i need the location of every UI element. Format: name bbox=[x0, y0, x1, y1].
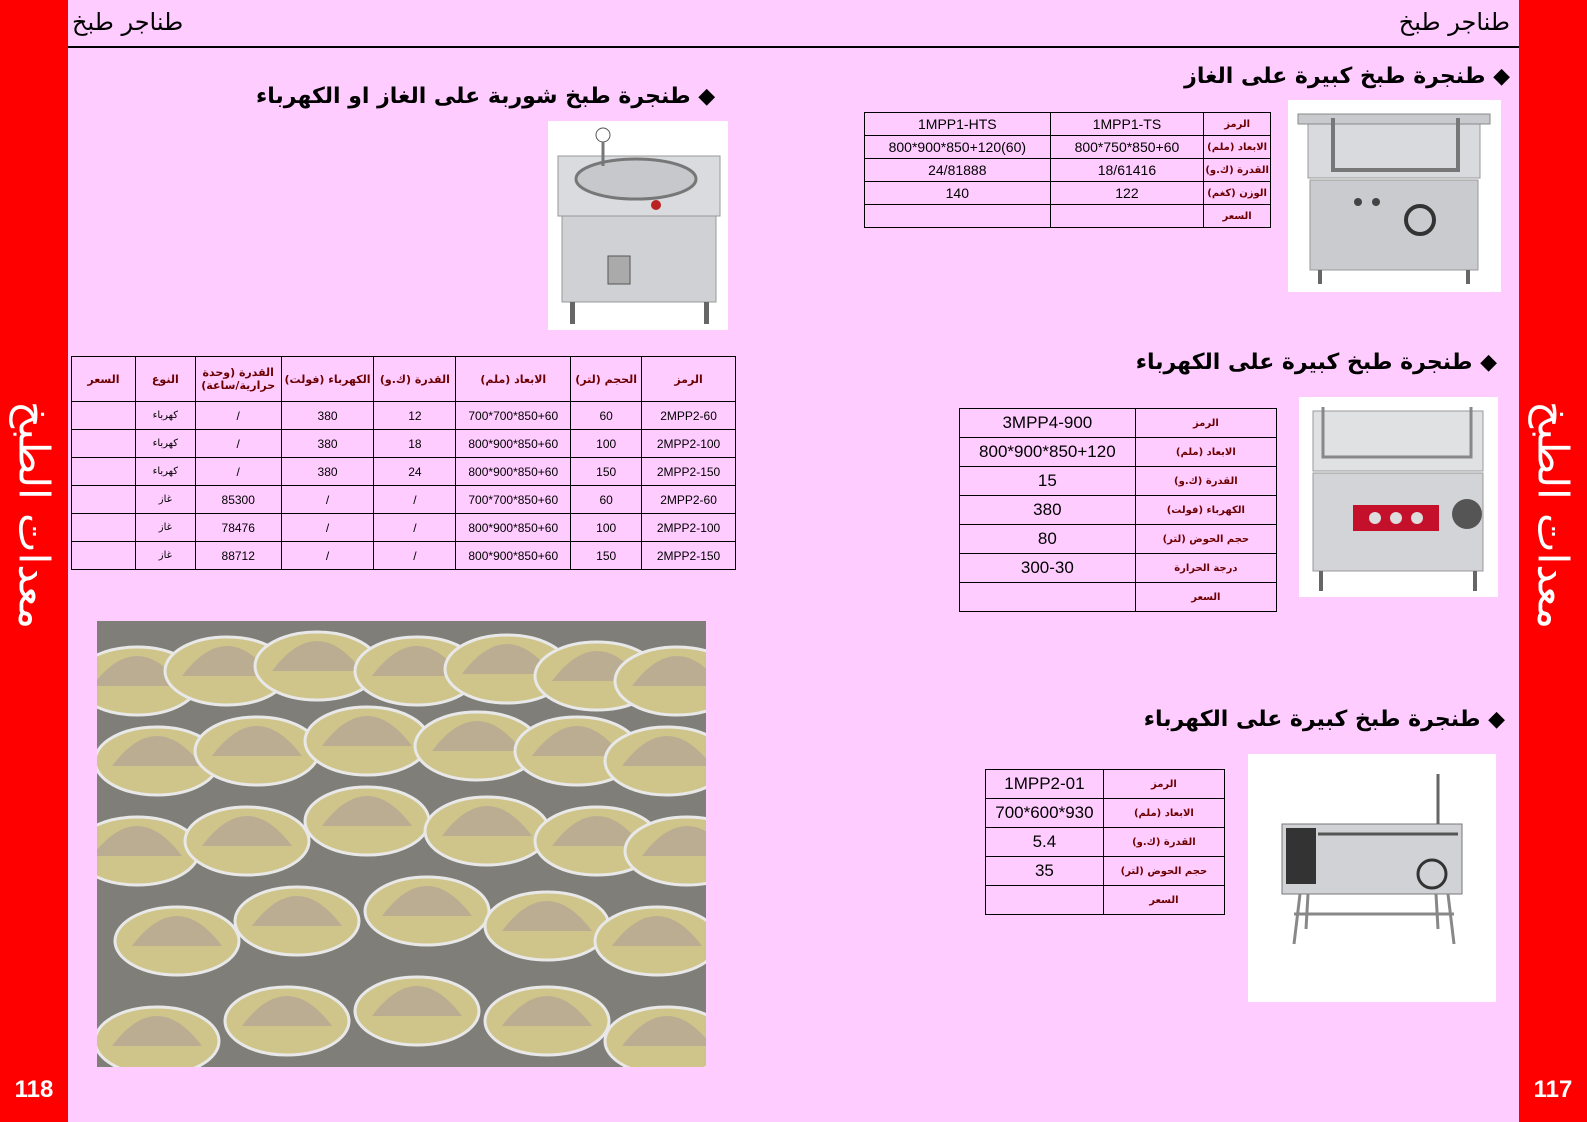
table-row bbox=[986, 799, 1225, 828]
table-cell: / bbox=[195, 402, 281, 430]
cell-value bbox=[960, 583, 1136, 612]
table-cell bbox=[72, 542, 136, 570]
row-label: الابعاد (ملم) bbox=[1135, 438, 1276, 467]
cell-model-ts: 1MPP1-TS bbox=[1050, 113, 1204, 136]
table-cell bbox=[72, 430, 136, 458]
table-cell: 380 bbox=[281, 430, 374, 458]
table-row bbox=[72, 486, 736, 514]
table-row bbox=[960, 496, 1277, 525]
sidebar-title-right: معدات الطبخ bbox=[1528, 400, 1578, 630]
table-cell: كهرباء bbox=[135, 430, 195, 458]
column-header: الحجم (لتر) bbox=[571, 357, 642, 402]
table-cell: 800*900*850+60 bbox=[456, 458, 571, 486]
table-cell: / bbox=[195, 458, 281, 486]
table-row bbox=[72, 542, 736, 570]
header-divider bbox=[68, 46, 1519, 48]
table-cell: 800*900*850+60 bbox=[456, 514, 571, 542]
section-title-electric-pan-small: ◆ طنجرة طبخ كبيرة على الكهرباء bbox=[1143, 707, 1505, 732]
row-label: القدرة (ك.و) bbox=[1204, 159, 1271, 182]
table-row bbox=[72, 514, 736, 542]
table-row bbox=[865, 136, 1271, 159]
table-row bbox=[865, 205, 1271, 228]
cell-model-ts: 18/61416 bbox=[1050, 159, 1204, 182]
table-row bbox=[72, 402, 736, 430]
page-number-right: 117 bbox=[1533, 1076, 1573, 1103]
row-label: الرمز bbox=[1204, 113, 1271, 136]
row-label: حجم الحوض (لتر) bbox=[1103, 857, 1224, 886]
table-cell: 85300 bbox=[195, 486, 281, 514]
row-label: حجم الحوض (لتر) bbox=[1135, 525, 1276, 554]
column-header: القدرة (وحدة حرارية/ساعة) bbox=[195, 357, 281, 402]
section-title-soup-kettle: ◆ طنجرة طبخ شوربة على الغاز او الكهرباء bbox=[256, 84, 716, 109]
food-photo bbox=[97, 621, 706, 1067]
table-cell: 24 bbox=[374, 458, 456, 486]
table-cell: 700*700*850+60 bbox=[456, 486, 571, 514]
table-cell: 2MPP2-100 bbox=[642, 430, 736, 458]
column-header: القدرة (ك.و) bbox=[374, 357, 456, 402]
table-cell: / bbox=[374, 542, 456, 570]
page-number-left: 118 bbox=[14, 1076, 54, 1103]
cell-value: 800*900*850+120 bbox=[960, 438, 1136, 467]
table-cell: 150 bbox=[571, 542, 642, 570]
row-label: الرمز bbox=[1135, 409, 1276, 438]
table-header-row bbox=[72, 357, 736, 402]
left-sidebar bbox=[0, 0, 68, 1122]
table-row bbox=[960, 409, 1277, 438]
spec-table-electric-pan-small bbox=[985, 769, 1225, 915]
sidebar-title-left: معدات الطبخ bbox=[9, 400, 59, 630]
row-label: الكهرباء (فولت) bbox=[1135, 496, 1276, 525]
table-cell: 2MPP2-60 bbox=[642, 402, 736, 430]
product-image-soup-kettle bbox=[548, 121, 728, 330]
cell-model-ts bbox=[1050, 205, 1204, 228]
table-row bbox=[960, 438, 1277, 467]
table-cell: 78476 bbox=[195, 514, 281, 542]
spec-table-electric-pan bbox=[959, 408, 1277, 612]
spec-table-soup-kettle bbox=[71, 356, 736, 570]
row-label: السعر bbox=[1135, 583, 1276, 612]
table-row bbox=[960, 467, 1277, 496]
cell-value: 3MPP4-900 bbox=[960, 409, 1136, 438]
table-cell: 60 bbox=[571, 486, 642, 514]
cell-model-ts: 122 bbox=[1050, 182, 1204, 205]
column-header: الرمز bbox=[642, 357, 736, 402]
header-right: طناجر طبخ bbox=[1398, 8, 1510, 36]
table-row bbox=[72, 458, 736, 486]
table-row bbox=[960, 525, 1277, 554]
table-row bbox=[986, 857, 1225, 886]
row-label: السعر bbox=[1204, 205, 1271, 228]
cell-value: 1MPP2-01 bbox=[986, 770, 1104, 799]
cell-model-hts bbox=[865, 205, 1051, 228]
table-cell: / bbox=[374, 514, 456, 542]
row-label: الابعاد (ملم) bbox=[1204, 136, 1271, 159]
spec-table-gas-pan bbox=[864, 112, 1271, 228]
table-cell: 800*900*850+60 bbox=[456, 430, 571, 458]
product-image-electric-pan-small bbox=[1248, 754, 1496, 1002]
table-row bbox=[72, 430, 736, 458]
table-cell: 100 bbox=[571, 430, 642, 458]
row-label: السعر bbox=[1103, 886, 1224, 915]
table-cell: كهرباء bbox=[135, 458, 195, 486]
table-cell bbox=[72, 486, 136, 514]
product-image-electric-pan bbox=[1299, 397, 1498, 597]
table-row bbox=[986, 828, 1225, 857]
table-row bbox=[986, 886, 1225, 915]
row-label: القدرة (ك.و) bbox=[1135, 467, 1276, 496]
cell-model-hts: 800*900*850+120(60) bbox=[865, 136, 1051, 159]
cell-model-hts: 24/81888 bbox=[865, 159, 1051, 182]
cell-model-ts: 800*750*850+60 bbox=[1050, 136, 1204, 159]
cell-value: 80 bbox=[960, 525, 1136, 554]
cell-value bbox=[986, 886, 1104, 915]
table-cell: غاز bbox=[135, 486, 195, 514]
table-row bbox=[865, 159, 1271, 182]
table-cell: 2MPP2-150 bbox=[642, 458, 736, 486]
cell-value: 15 bbox=[960, 467, 1136, 496]
section-title-gas-pan: ◆ طنجرة طبخ كبيرة على الغاز bbox=[1184, 64, 1510, 89]
table-cell: / bbox=[281, 514, 374, 542]
section-title-electric-pan: ◆ طنجرة طبخ كبيرة على الكهرباء bbox=[1135, 350, 1497, 375]
table-cell: 12 bbox=[374, 402, 456, 430]
table-row bbox=[960, 583, 1277, 612]
row-label: الوزن (كغم) bbox=[1204, 182, 1271, 205]
table-cell bbox=[72, 458, 136, 486]
table-cell: / bbox=[374, 486, 456, 514]
table-row bbox=[865, 113, 1271, 136]
table-cell: / bbox=[195, 430, 281, 458]
table-cell: / bbox=[281, 486, 374, 514]
table-cell: 380 bbox=[281, 402, 374, 430]
table-cell: 18 bbox=[374, 430, 456, 458]
cell-model-hts: 140 bbox=[865, 182, 1051, 205]
table-cell bbox=[72, 514, 136, 542]
column-header: السعر bbox=[72, 357, 136, 402]
table-cell: 88712 bbox=[195, 542, 281, 570]
cell-value: 35 bbox=[986, 857, 1104, 886]
header-left: طناجر طبخ bbox=[72, 8, 184, 36]
row-label: درجة الحرارة bbox=[1135, 554, 1276, 583]
table-cell: / bbox=[281, 542, 374, 570]
cell-value: 380 bbox=[960, 496, 1136, 525]
column-header: النوع bbox=[135, 357, 195, 402]
table-cell: 100 bbox=[571, 514, 642, 542]
product-image-gas-pan bbox=[1288, 100, 1501, 292]
table-cell bbox=[72, 402, 136, 430]
table-cell: 2MPP2-150 bbox=[642, 542, 736, 570]
table-cell: 380 bbox=[281, 458, 374, 486]
table-cell: 2MPP2-60 bbox=[642, 486, 736, 514]
table-cell: 150 bbox=[571, 458, 642, 486]
cell-value: 300-30 bbox=[960, 554, 1136, 583]
table-row bbox=[986, 770, 1225, 799]
column-header: الكهرباء (فولت) bbox=[281, 357, 374, 402]
row-label: القدرة (ك.و) bbox=[1103, 828, 1224, 857]
table-cell: 60 bbox=[571, 402, 642, 430]
table-cell: كهرباء bbox=[135, 402, 195, 430]
table-cell: 2MPP2-100 bbox=[642, 514, 736, 542]
row-label: الابعاد (ملم) bbox=[1103, 799, 1224, 828]
table-row bbox=[865, 182, 1271, 205]
row-label: الرمز bbox=[1103, 770, 1224, 799]
table-cell: غاز bbox=[135, 514, 195, 542]
cell-model-hts: 1MPP1-HTS bbox=[865, 113, 1051, 136]
right-sidebar bbox=[1519, 0, 1587, 1122]
table-row bbox=[960, 554, 1277, 583]
column-header: الابعاد (ملم) bbox=[456, 357, 571, 402]
cell-value: 700*600*930 bbox=[986, 799, 1104, 828]
table-cell: 700*700*850+60 bbox=[456, 402, 571, 430]
table-cell: 800*900*850+60 bbox=[456, 542, 571, 570]
table-cell: غاز bbox=[135, 542, 195, 570]
cell-value: 5.4 bbox=[986, 828, 1104, 857]
